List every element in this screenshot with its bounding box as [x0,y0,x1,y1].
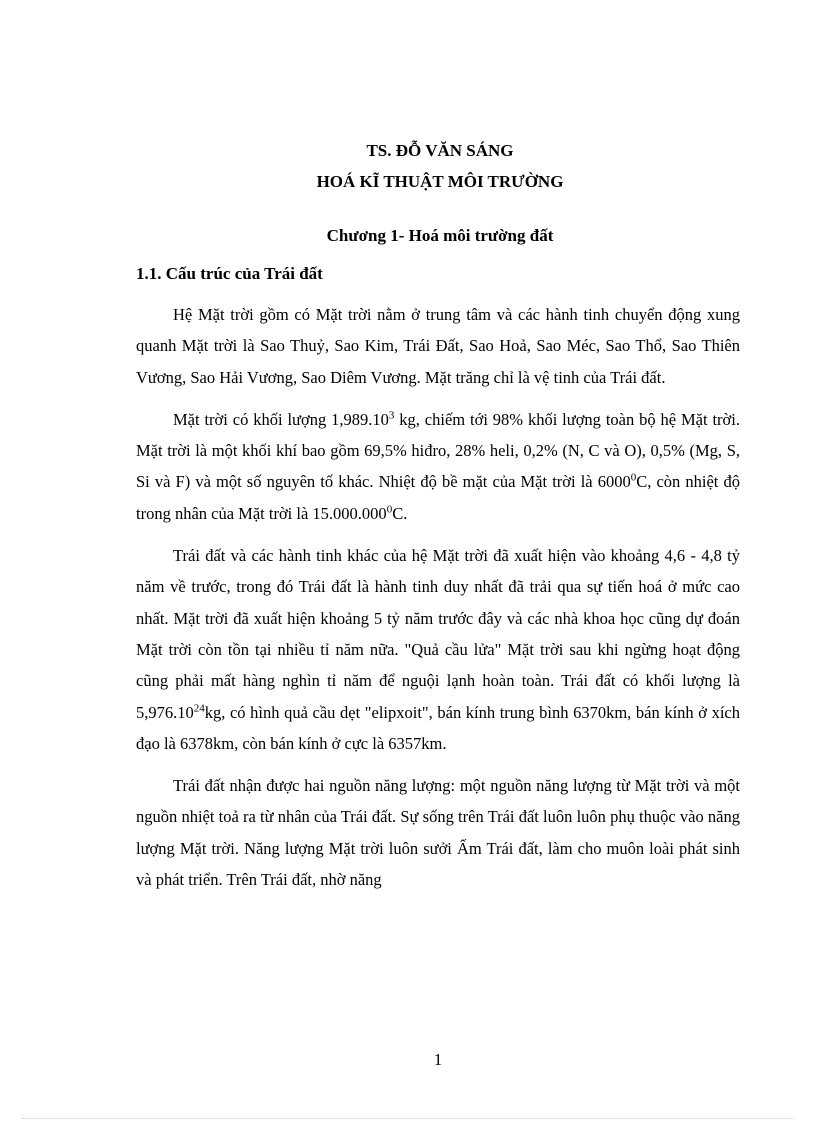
page-bottom-divider [22,1118,794,1119]
body-text [136,299,740,906]
paragraph-2-text-a: Mặt trời có khối lượng 1,989.10 [173,409,389,429]
paragraph-3-text-b: kg, có hình quả cầu dẹt "elipxoit", bán kính trung bình 6370km, bán kính ở xích đạo là 6378km, còn bán kính ở cực là 6357km. [136,702,740,753]
section-heading: 1.1. Cấu trúc của Trái đất [136,264,323,283]
paragraph-2-text-c: C, còn nhiệt độ trong nhân của Mặt trời là 15.000.000 [136,472,740,523]
superscript-exponent: 24 [193,702,205,715]
author-name: TS. ĐỖ VĂN SÁNG [366,141,514,160]
superscript-exponent: 3 [388,409,395,422]
book-title: HOÁ KĨ THUẬT MÔI TRƯỜNG [316,172,564,191]
paragraph-2 [136,404,740,529]
degree-superscript: 0 [386,503,393,516]
degree-superscript: 0 [630,471,637,484]
paragraph-4: Trái đất nhận được hai nguồn năng lượng: một nguồn năng lượng từ Mặt trời và một nguồn nhiệt toả ra từ nhân của Trái đất. Sự sống trên Trái đất luôn luôn phụ thuộc vào năng lượng Mặt trời. Năng lượng Mặt trời luôn sưởi Ấm Trái đất, làm cho muôn loài phát sinh và phát triển. Trên Trái đất, nhờ năng [136,776,740,890]
paragraph-3-text-a: Trái đất và các hành tinh khác của hệ Mặt trời đã xuất hiện vào khoảng 4,6 - 4,8 tỷ năm về trước, trong đó Trái đất là hành tinh duy nhất đã trải qua sự tiến hoá ở mức cao nhất. Mặt trời đã xuất hiện khoảng 5 tỷ năm trước đây và các nhà khoa học cũng dự đoán Mặt trời còn tồn tại nhiều tỉ năm nữa. "Quả cầu lửa" Mặt trời sau khi ngừng hoạt động cũng phải mất hàng nghìn tỉ năm để nguội lạnh hoàn toàn. Trái đất có khối lượng là 5,976.10 [136,546,740,722]
paragraph-2-text-d: C. [392,503,408,523]
paragraph-2-text-b: kg, chiếm tới 98% khối lượng toàn bộ hệ Mặt trời. Mặt trời là một khối khí bao gồm 69,5% hiđro, 28% heli, 0,2% (N, C và O), 0,5% (Mg, S, Si và F) và một số nguyên tố khác. Nhiệt độ bề mặt của Mặt trời là 6000 [136,409,740,492]
paragraph-1: Hệ Mặt trời gồm có Mặt trời nằm ở trung tâm và các hành tinh chuyển động xung quanh Mặt trời là Sao Thuỷ, Sao Kim, Trái Đất, Sao Hoả, Sao Méc, Sao Thổ, Sao Thiên Vương, Sao Hải Vương, Sao Diêm Vương. Mặt trăng chỉ là vệ tinh của Trái đất. [136,305,740,387]
chapter-title: Chương 1- Hoá môi trường đất [326,226,554,245]
paragraph-3 [136,540,740,759]
page-number: 1 [433,1050,443,1069]
